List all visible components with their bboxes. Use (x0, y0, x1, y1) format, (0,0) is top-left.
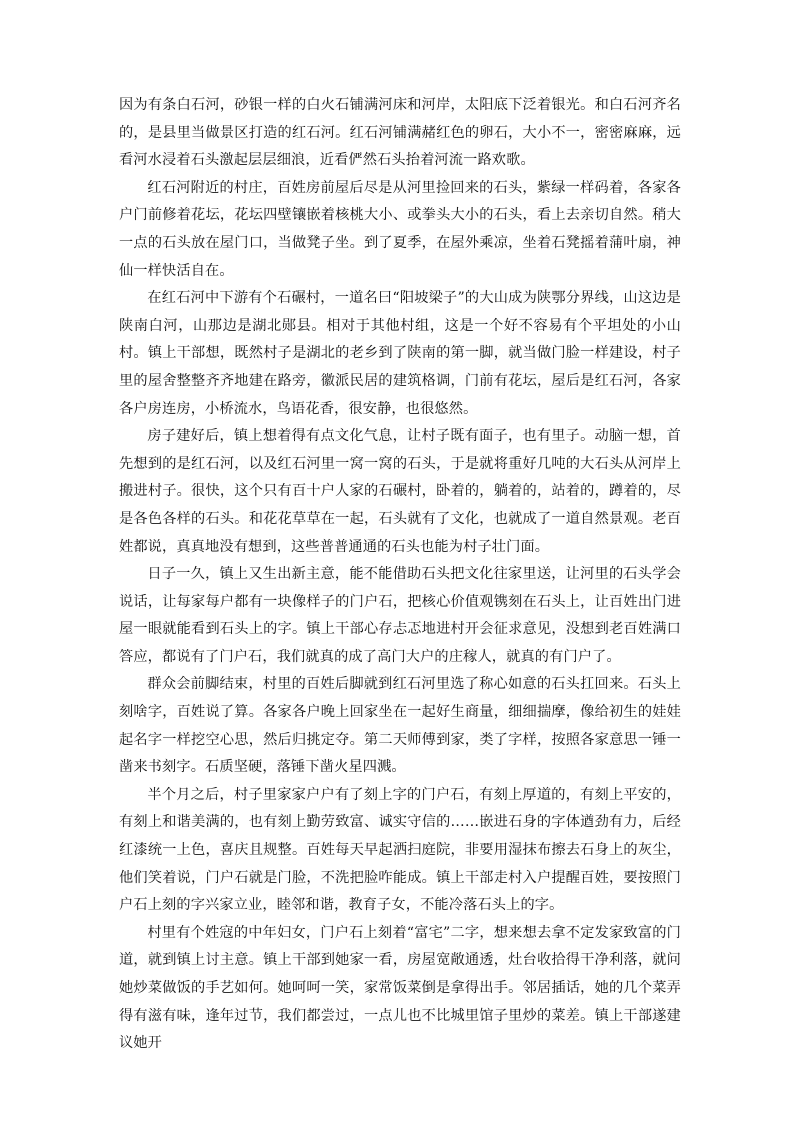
paragraph-5: 日子一久，镇上又生出新主意，能不能借助石头把文化往家里送，让河里的石头学会说话，让每家每户都有一块像样子的门户石，把核心价值观镌刻在石头上，让百姓出门进屋一眼就能看到石头上的字。镇上干部心存忐忑地进村开会征求意见，没想到老百姓满口答应，都说有了门户石，我们就真的成了高门大户的庄稼人，就真的有门户了。 (119, 566, 681, 665)
paragraph-2: 红石河附近的村庄，百姓房前屋后尽是从河里捡回来的石头，紫绿一样码着，各家各户门前修着花坛，花坛四壁镶嵌着核桃大小、或拳头大小的石头，看上去亲切自然。稍大一点的石头放在屋门口，当做凳子坐。到了夏季，在屋外乘凉，坐着石凳摇着蒲叶扇，神仙一样快活自在。 (119, 179, 681, 279)
paragraph-8: 村里有个姓寇的中年妇女，门户石上刻着“富宅”二字，想来想去拿不定发家致富的门道，就到镇上讨主意。镇上干部到她家一看，房屋宽敞通透，灶台收拾得干净利落，就问她炒菜做饭的手艺如何。她呵呵一笑，家常饭菜倒是拿得出手。邻居插话，她的几个菜弄得有滋有味，逢年过节，我们都尝过，一点儿也不比城里馆子里炒的菜差。镇上干部遂建议她开 (119, 924, 681, 1052)
paragraph-6: 群众会前脚结束，村里的百姓后脚就到红石河里选了称心如意的石头扛回来。石头上刻啥字，百姓说了算。各家各户晚上回家坐在一起好生商量，细细揣摩，像给初生的娃娃起名字一样挖空心思，然后归挑定夺。第二天师傅到家，类了字样，按照各家意思一锤一凿来书刻字。石质坚硬，落锤下凿火星四溅。 (119, 676, 681, 776)
paragraph-3: 在红石河中下游有个石碾村，一道名曰“阳坡梁子”的大山成为陕鄂分界线，山这边是陕南白河，山那边是湖北郧县。相对于其他村组，这是一个好不容易有个平坦处的小山村。镇上干部想，既然村子是湖北的老乡到了陕南的第一脚，就当做门脸一样建设，村子里的屋舍整整齐齐地建在路旁，徽派民居的建筑格调，门前有花坛，屋后是红石河，各家各户房连房，小桥流水，鸟语花香，很安静，也很悠然。 (119, 290, 681, 417)
article-body (119, 92, 681, 1058)
paragraph-4: 房子建好后，镇上想着得有点文化气息，让村子既有面子，也有里子。动脑一想，首先想到的是红石河，以及红石河里一窝一窝的石头，于是就将重好几吨的大石头从河岸上搬进村子。很快，这个只有百十户人家的石碾村，卧着的，躺着的，站着的，蹲着的，尽是各色各样的石头。和花花草草在一起，石头就有了文化，也就成了一道自然景观。老百姓都说，真真地没有想到，这些普普通通的石头也能为村子壮门面。 (119, 428, 681, 555)
paragraph-7: 半个月之后，村子里家家户户有了刻上字的门户石，有刻上厚道的，有刻上平安的，有刻上和谐美满的，也有刻上勤劳致富、诚实守信的……嵌进石身的字体遒劲有力，后经红漆统一上色，喜庆且规整。百姓每天早起洒扫庭院，非要用湿抹布擦去石身上的灰尘，他们笑着说，门户石就是门脸，不洗把脸咋能成。镇上干部走村入户提醒百姓，要按照门户石上刻的字兴家立业，睦邻和谐，教育子女，不能冷落石头上的字。 (119, 786, 681, 914)
paragraph-1: 因为有条白石河，砂银一样的白火石铺满河床和河岸，太阳底下泛着银光。和白石河齐名的，是县里当做景区打造的红石河。红石河铺满赭红色的卵石，大小不一，密密麻麻，远看河水浸着石头激起层层细浪，近看俨然石头抬着河流一路欢歌。 (119, 97, 681, 169)
